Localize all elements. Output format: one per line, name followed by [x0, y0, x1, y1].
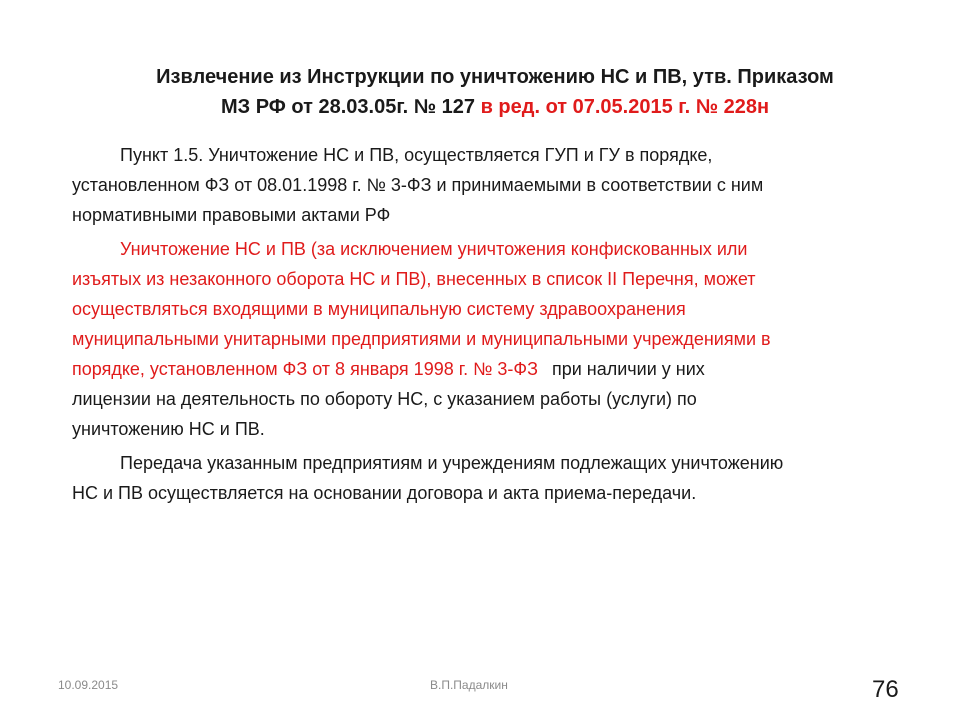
footer-author: В.П.Падалкин	[430, 678, 508, 692]
paragraph-3	[72, 448, 912, 508]
paragraph-3-line-1: Передача указанным предприятиям и учреждениям подлежащих уничтожению	[120, 453, 784, 473]
paragraph-2-line-5-black: при наличии у них	[551, 359, 705, 379]
paragraph-2-line-7: уничтожению НС и ПВ.	[72, 419, 265, 439]
paragraph-2-line-1: Уничтожение НС и ПВ (за исключением уничтожения конфискованных или	[120, 239, 748, 259]
footer-page-number: 76	[872, 676, 899, 703]
title-line-1: Извлечение из Инструкции по уничтожению НС и ПВ, утв. Приказом	[156, 66, 834, 88]
slide-body	[72, 140, 912, 508]
title-line-2-red: в ред. от 07.05.2015 г. № 228н	[480, 96, 770, 118]
paragraph-1-line-2: установленном ФЗ от 08.01.1998 г. № 3-ФЗ и принимаемыми в соответствии с ним	[72, 175, 764, 195]
paragraph-1	[72, 140, 912, 230]
paragraph-2	[72, 234, 912, 444]
paragraph-2-line-2: изъятых из незаконного оборота НС и ПВ), внесенных в список II Перечня, может	[72, 269, 756, 289]
paragraph-1-line-3: нормативными правовыми актами РФ	[72, 205, 391, 225]
slide-title	[80, 62, 910, 122]
footer-date: 10.09.2015	[58, 678, 119, 692]
paragraph-2-line-6: лицензии на деятельность по обороту НС, с указанием работы (услуги) по	[72, 389, 697, 409]
title-line-2-black: МЗ РФ от 28.03.05г. № 127	[220, 96, 481, 118]
paragraph-3-line-2: НС и ПВ осуществляется на основании договора и акта приема-передачи.	[72, 483, 697, 503]
title-line-2	[80, 92, 910, 122]
paragraph-1-line-1: Пункт 1.5. Уничтожение НС и ПВ, осуществляется ГУП и ГУ в порядке,	[120, 145, 713, 165]
paragraph-2-line-4: муниципальными унитарными предприятиями и муниципальными учреждениями в	[72, 329, 771, 349]
paragraph-2-line-5	[72, 354, 912, 384]
paragraph-2-line-5-red: порядке, установленном ФЗ от 8 января 1998 г. № 3-ФЗ	[72, 359, 538, 379]
paragraph-2-line-3: осуществляться входящими в муниципальную систему здравоохранения	[72, 299, 686, 319]
